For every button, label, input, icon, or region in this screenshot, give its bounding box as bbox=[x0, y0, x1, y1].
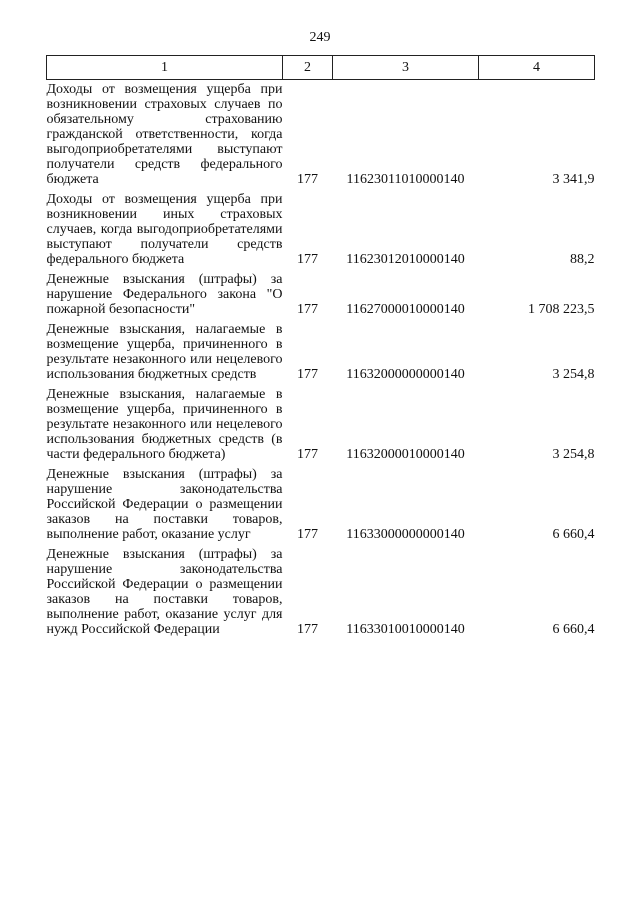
row-admin-code: 177 bbox=[297, 367, 318, 382]
table-row bbox=[47, 382, 595, 462]
table-row bbox=[47, 317, 595, 382]
row-admin-code: 177 bbox=[297, 622, 318, 637]
budget-table bbox=[46, 55, 595, 637]
row-amount: 1 708 223,5 bbox=[528, 302, 595, 317]
row-amount: 3 341,9 bbox=[552, 172, 595, 187]
row-budget-code: 11627000010000140 bbox=[346, 302, 465, 317]
row-budget-code: 11623012010000140 bbox=[346, 252, 465, 267]
row-budget-code: 11632000000000140 bbox=[346, 367, 465, 382]
table-body bbox=[47, 80, 595, 638]
row-description: Денежные взыскания (штрафы) за нарушение законодательства Российской Федерации о размещении заказов на поставки товаров, выполнение работ, оказание услуг bbox=[46, 467, 283, 542]
row-admin-code: 177 bbox=[297, 172, 318, 187]
header-col-3: 3 bbox=[333, 56, 479, 80]
row-description: Доходы от возмещения ущерба при возникновении страховых случаев по обязательному страхованию гражданской ответственности, когда выгодоприобретателями выступают получатели средств федерального бюджета bbox=[46, 82, 283, 187]
table-header bbox=[47, 56, 595, 80]
row-budget-code: 11623011010000140 bbox=[346, 172, 465, 187]
table-row bbox=[47, 187, 595, 267]
header-row bbox=[47, 56, 595, 80]
row-budget-code: 11632000010000140 bbox=[346, 447, 465, 462]
row-admin-code: 177 bbox=[297, 527, 318, 542]
page-number: 249 bbox=[309, 30, 331, 45]
row-description: Доходы от возмещения ущерба при возникновении иных страховых случаев, когда выгодоприобретателями выступают получатели средств федерального бюджета bbox=[46, 192, 283, 267]
table-row bbox=[47, 267, 595, 317]
row-budget-code: 11633000000000140 bbox=[346, 527, 465, 542]
table-row bbox=[47, 462, 595, 542]
row-description: Денежные взыскания (штрафы) за нарушение Федерального закона "О пожарной безопасности" bbox=[46, 272, 283, 317]
row-amount: 88,2 bbox=[570, 252, 595, 267]
row-amount: 6 660,4 bbox=[552, 622, 595, 637]
header-col-4: 4 bbox=[479, 56, 595, 80]
row-amount: 3 254,8 bbox=[552, 367, 595, 382]
row-amount: 6 660,4 bbox=[552, 527, 595, 542]
header-col-2: 2 bbox=[283, 56, 333, 80]
row-amount: 3 254,8 bbox=[552, 447, 595, 462]
header-col-1: 1 bbox=[47, 56, 283, 80]
row-description: Денежные взыскания (штрафы) за нарушение законодательства Российской Федерации о размещении заказов на поставки товаров, выполнение работ, оказание услуг для нужд Российской Федерации bbox=[46, 547, 283, 637]
table-row bbox=[47, 80, 595, 188]
row-admin-code: 177 bbox=[297, 302, 318, 317]
row-description: Денежные взыскания, налагаемые в возмещение ущерба, причиненного в результате незаконного или нецелевого использования бюджетных средств bbox=[46, 322, 283, 382]
table-row bbox=[47, 542, 595, 637]
row-admin-code: 177 bbox=[297, 447, 318, 462]
row-description: Денежные взыскания, налагаемые в возмещение ущерба, причиненного в результате незаконного или нецелевого использования бюджетных средств (в части федерального бюджета) bbox=[46, 387, 283, 462]
row-budget-code: 11633010010000140 bbox=[346, 622, 465, 637]
row-admin-code: 177 bbox=[297, 252, 318, 267]
